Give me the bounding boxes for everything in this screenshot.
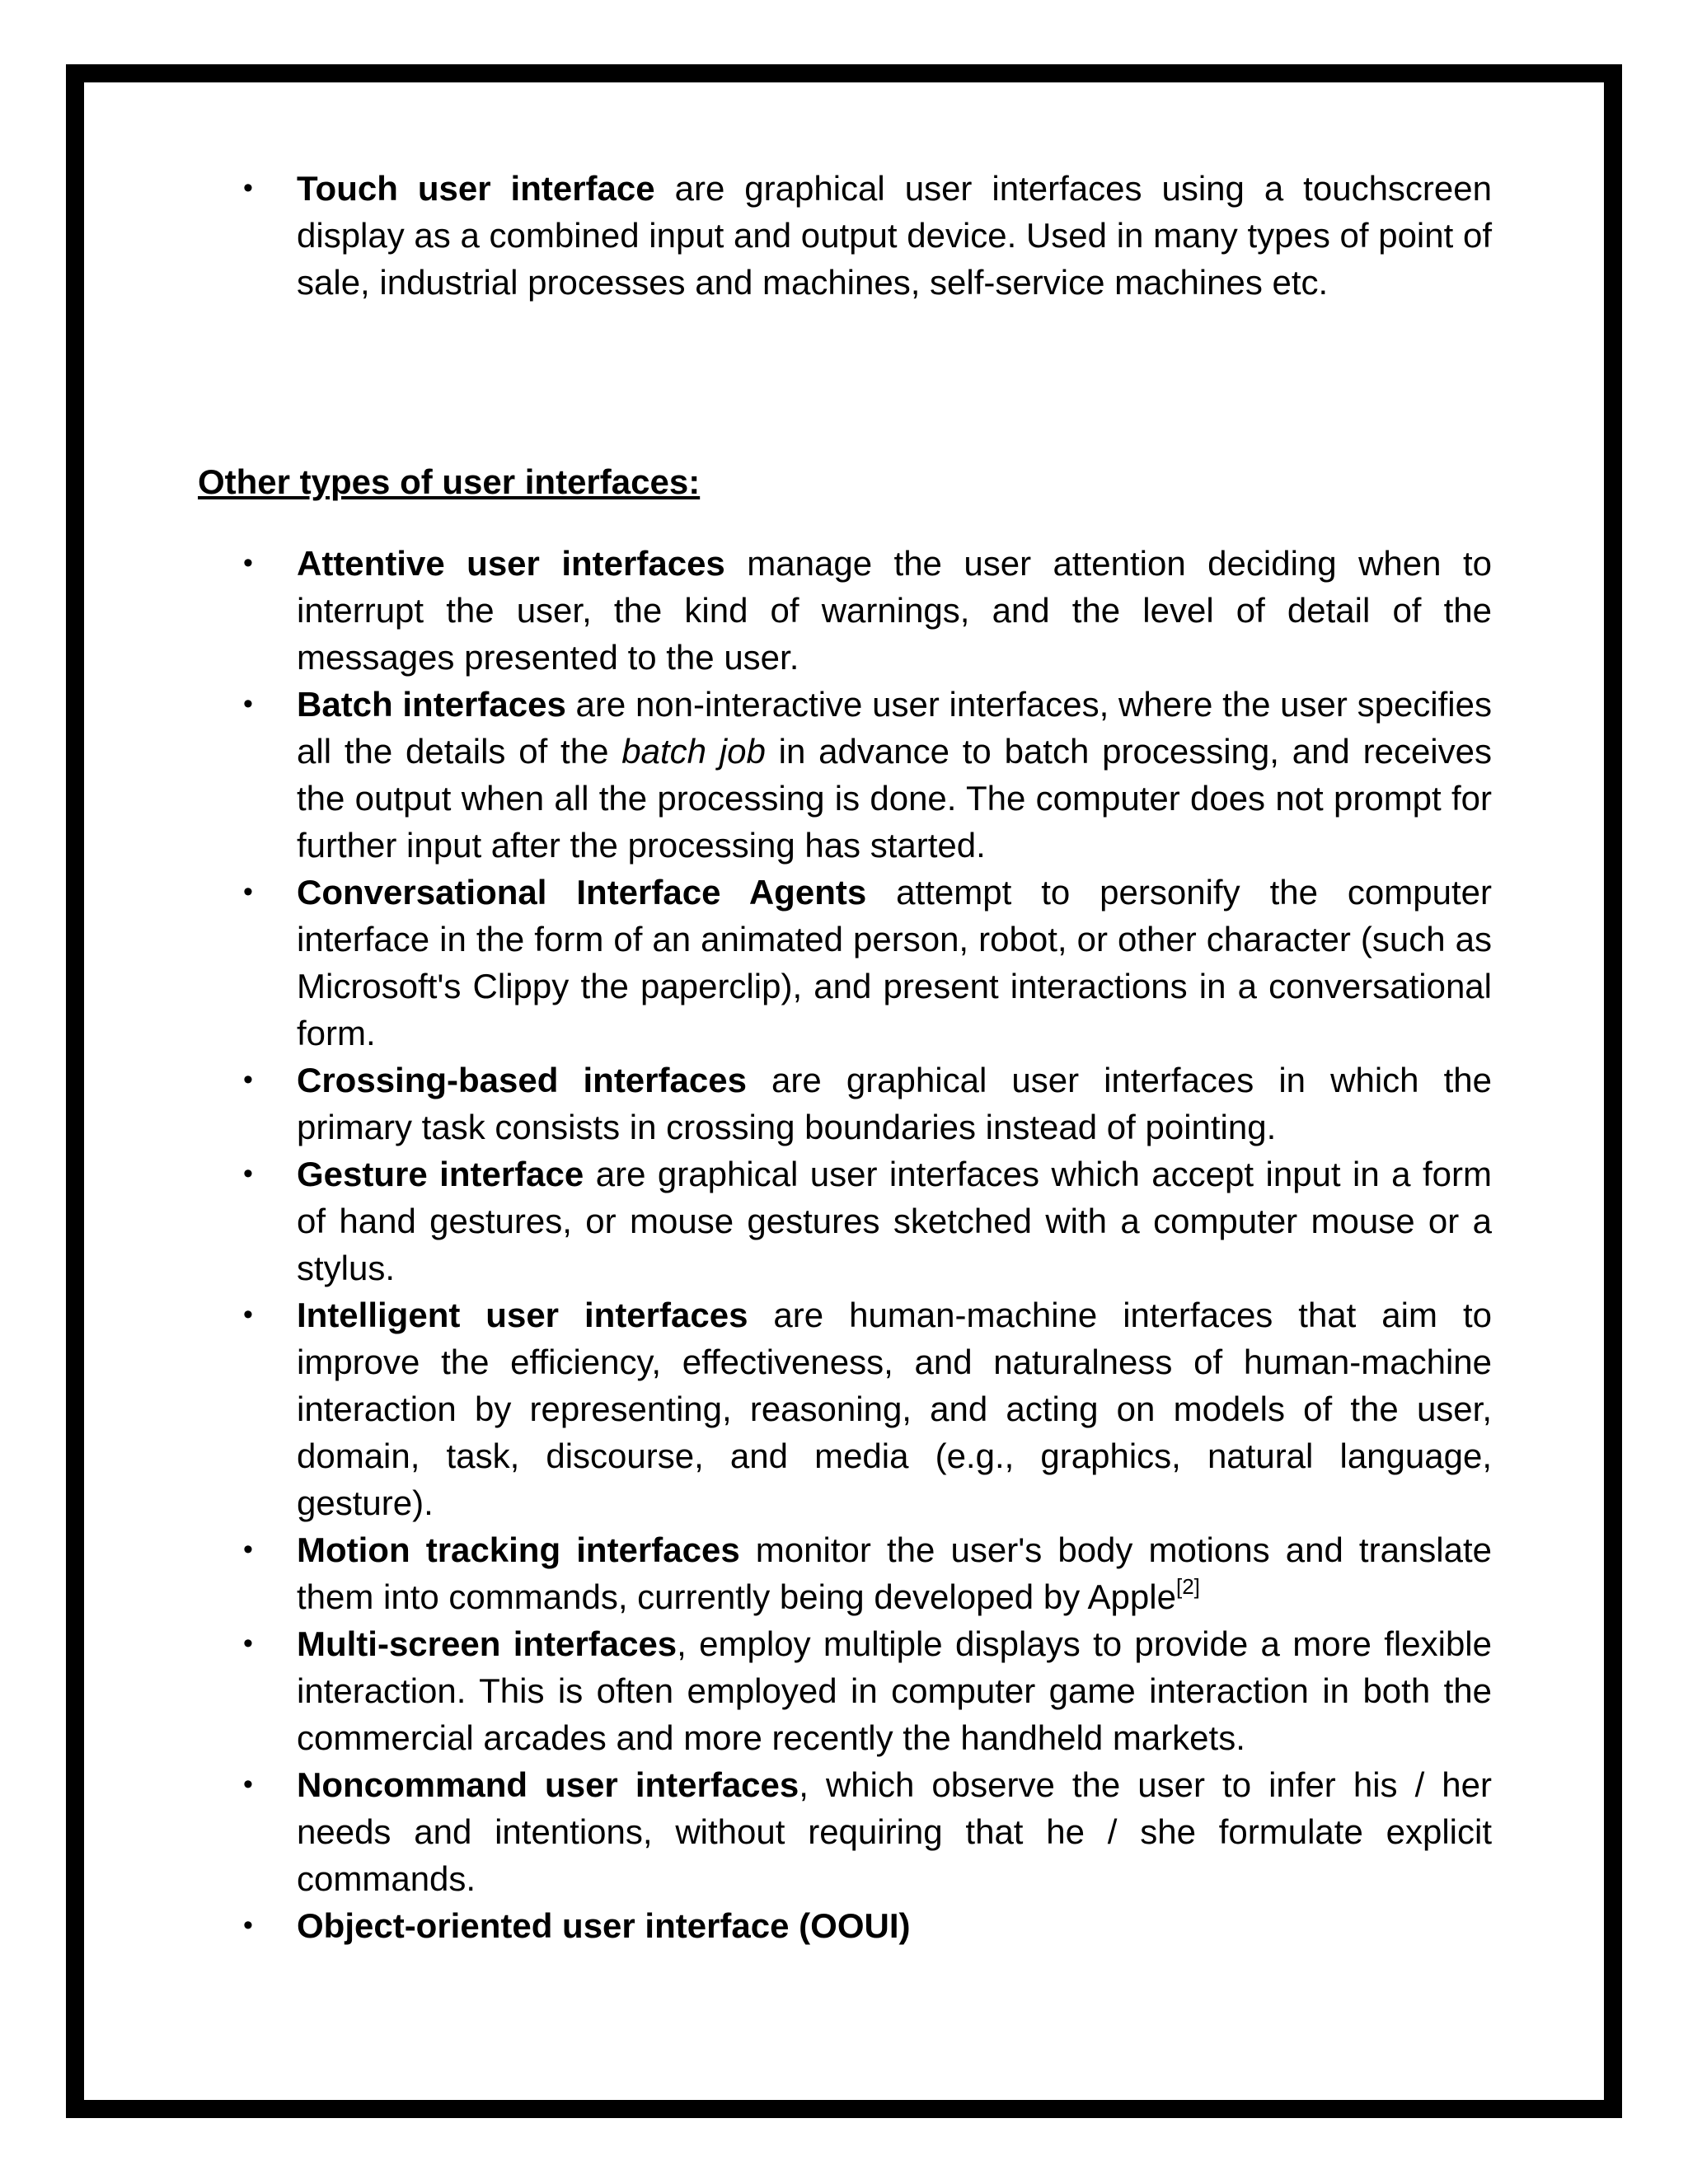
list-item [198, 1057, 1492, 1151]
item-term: Motion tracking interfaces [297, 1530, 740, 1569]
item-term: Multi-screen interfaces [297, 1624, 678, 1663]
list-item [198, 540, 1492, 681]
item-term: Attentive user interfaces [297, 544, 725, 583]
list-item [198, 1151, 1492, 1291]
list-item [198, 1526, 1492, 1620]
item-text: are graphical user interfaces using a touchscreen display as a combined input and output device. Used in many types of point of sale, industrial processes and machines, self-service machines etc. [297, 169, 1492, 302]
bullet-icon: • [243, 172, 253, 204]
item-term: Intelligent user interfaces [297, 1296, 748, 1334]
item-text: are graphical user interfaces which accept input in a form of hand gestures, or mouse gestures sketched with a computer mouse or a stylus. [297, 1155, 1492, 1287]
bullet-icon: • [243, 1064, 253, 1095]
item-term: Object-oriented user interface (OOUI) [297, 1906, 911, 1945]
top-list [198, 165, 1492, 306]
list-item [198, 1291, 1492, 1526]
list-item [198, 1761, 1492, 1902]
list-item [198, 681, 1492, 869]
item-text: are human-machine interfaces that aim to improve the efficiency, effectiveness, and naturalness of human-machine interaction by representing, reasoning, and acting on models of the user, domain, task, discourse, and media (e.g., graphics, natural language, gesture). [297, 1296, 1492, 1522]
bullet-icon: • [243, 547, 253, 579]
item-term: Conversational Interface Agents [297, 873, 867, 912]
item-term: Gesture interface [297, 1155, 584, 1193]
item-term: Batch interfaces [297, 685, 566, 724]
item-text: attempt to personify the computer interface in the form of an animated person, robot, or other character (such as Microsoft's Clippy the paperclip), and present interactions in a conversational form. [297, 873, 1492, 1052]
item-text: , employ multiple displays to provide a more flexible interaction. This is often employed in computer game interaction in both the commercial arcades and more recently the handheld markets. [297, 1624, 1492, 1757]
list-item [198, 165, 1492, 306]
bullet-icon: • [243, 1910, 253, 1941]
item-text: are graphical user interfaces in which the primary task consists in crossing boundaries instead of pointing. [297, 1061, 1492, 1146]
item-text: monitor the user's body motions and translate them into commands, currently being developed by Apple [297, 1530, 1493, 1616]
list-item [198, 1620, 1492, 1761]
bullet-icon: • [243, 1769, 253, 1800]
item-text-continued: in advance to batch processing, and receives the output when all the processing is done. The computer does not prompt for further input after the processing has started. [297, 732, 1492, 865]
bullet-icon: • [243, 876, 253, 907]
section-heading: Other types of user interfaces: [198, 462, 701, 501]
item-term: Noncommand user interfaces [297, 1765, 799, 1804]
list-item [198, 869, 1492, 1057]
bullet-icon: • [243, 1299, 253, 1330]
item-text: , which observe the user to infer his / her needs and intentions, without requiring that he / she formulate explicit commands. [297, 1765, 1492, 1898]
bullet-icon: • [243, 1158, 253, 1189]
interface-types-list [198, 540, 1492, 1949]
item-italic: batch job [621, 732, 766, 771]
document-body [198, 165, 1492, 1949]
citation-link[interactable]: [2] [1175, 1574, 1200, 1599]
bullet-icon: • [243, 688, 253, 719]
bullet-icon: • [243, 1534, 253, 1565]
bullet-icon: • [243, 1628, 253, 1659]
item-text: manage the user attention deciding when to interrupt the user, the kind of warnings, and the level of detail of the messages presented to the user. [297, 544, 1492, 677]
item-term: Crossing-based interfaces [297, 1061, 747, 1099]
item-term: Touch user interface [297, 169, 655, 208]
item-text: are non-interactive user interfaces, where the user specifies all the details of the [297, 685, 1492, 771]
list-item [198, 1902, 1492, 1949]
